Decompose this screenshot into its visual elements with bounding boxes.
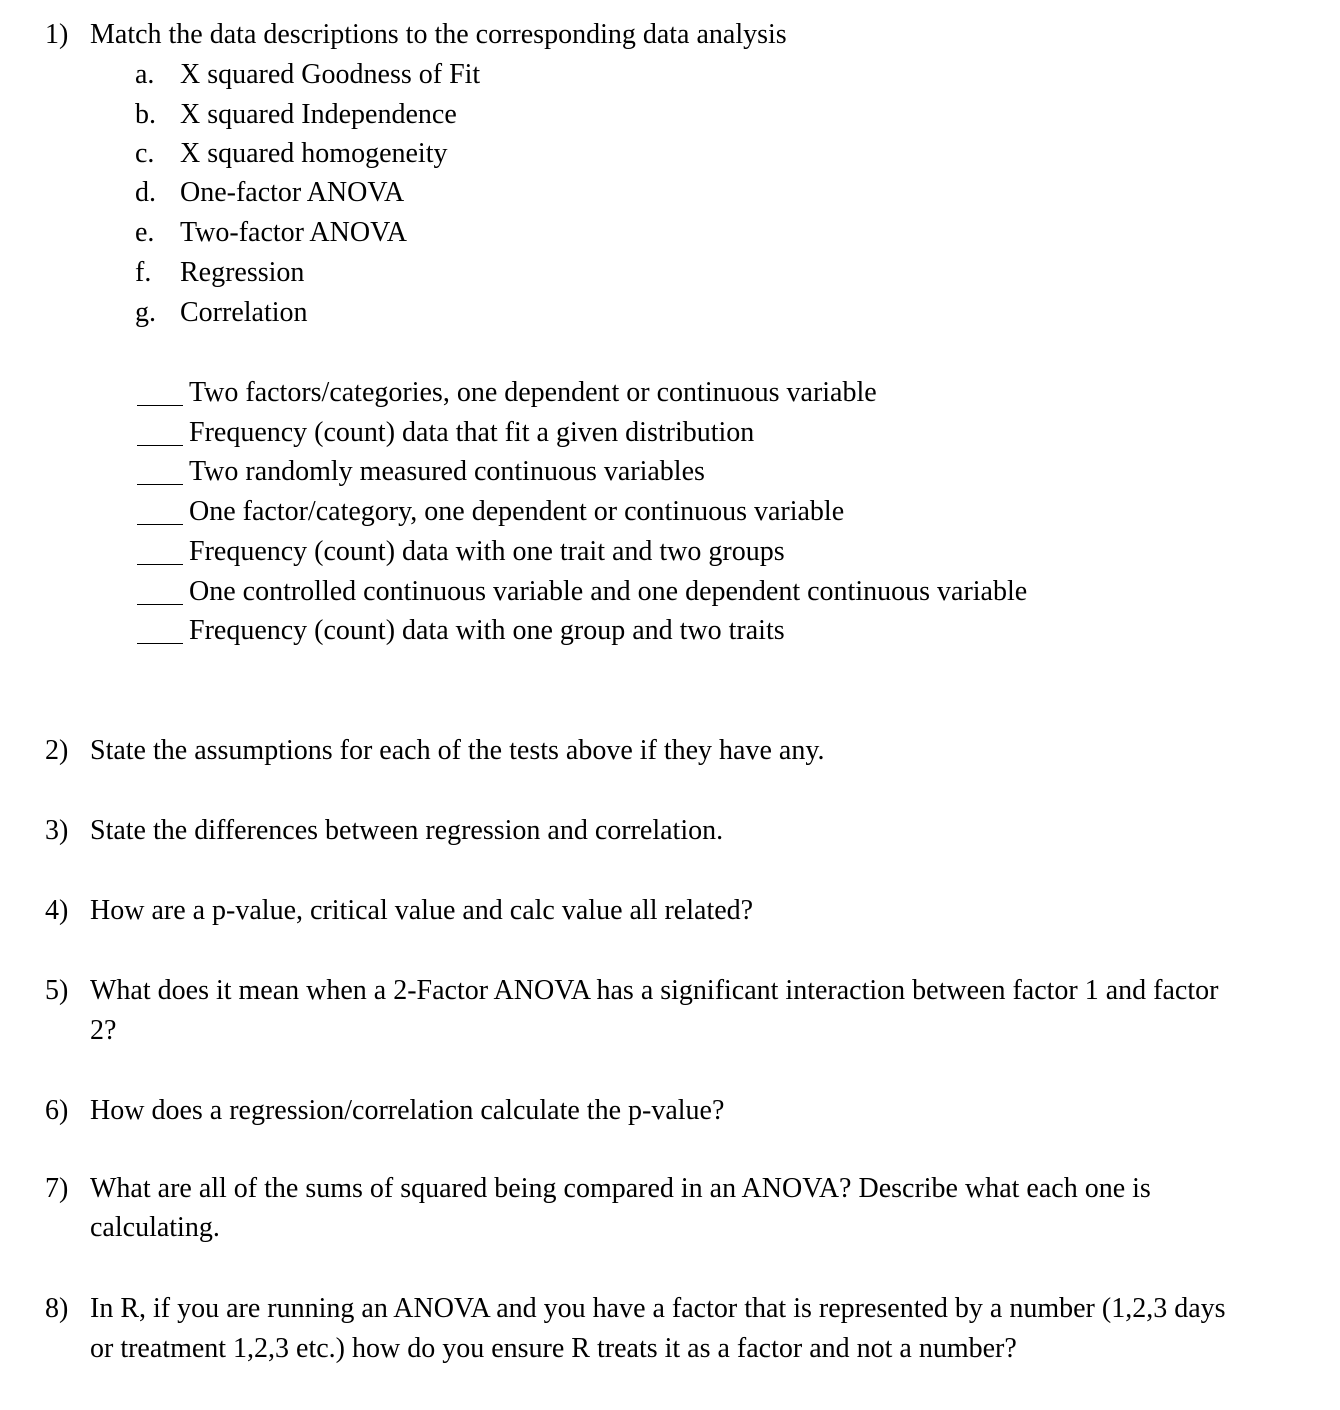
question-1-text: Match the data descriptions to the corresponding data analysis — [90, 19, 787, 50]
question-1-number: 1) — [45, 19, 69, 50]
question-2-text: State the assumptions for each of the tests above if they have any. — [90, 735, 825, 766]
option-d-letter: d. — [135, 177, 156, 208]
option-c-text: X squared homogeneity — [180, 138, 448, 169]
description-2: Frequency (count) data that fit a given distribution — [189, 417, 755, 448]
description-6: One controlled continuous variable and one dependent continuous variable — [189, 576, 1028, 607]
description-5: Frequency (count) data with one trait and two groups — [189, 536, 785, 567]
answer-blank-5[interactable] — [137, 564, 183, 565]
question-8-text-line-2: or treatment 1,2,3 etc.) how do you ensure R treats it as a factor and not a number? — [90, 1333, 1017, 1364]
question-6-number: 6) — [45, 1095, 69, 1126]
question-8-number: 8) — [45, 1293, 69, 1324]
question-4-number: 4) — [45, 895, 69, 926]
answer-blank-1[interactable] — [137, 405, 183, 406]
question-7-text-line-1: What are all of the sums of squared being compared in an ANOVA? Describe what each one is — [90, 1173, 1151, 1204]
option-c-letter: c. — [135, 138, 155, 169]
answer-blank-6[interactable] — [137, 604, 183, 605]
question-2-number: 2) — [45, 735, 69, 766]
option-e-text: Two-factor ANOVA — [180, 217, 407, 248]
option-b-letter: b. — [135, 99, 156, 130]
question-7-number: 7) — [45, 1173, 69, 1204]
question-3-text: State the differences between regression and correlation. — [90, 815, 724, 846]
question-7-text-line-2: calculating. — [90, 1212, 220, 1243]
question-6-text: How does a regression/correlation calculate the p-value? — [90, 1095, 725, 1126]
option-f-letter: f. — [135, 257, 152, 288]
question-5-text-line-2: 2? — [90, 1015, 117, 1046]
question-4-text: How are a p-value, critical value and calc value all related? — [90, 895, 754, 926]
option-d-text: One-factor ANOVA — [180, 177, 405, 208]
option-f-text: Regression — [180, 257, 305, 288]
answer-blank-4[interactable] — [137, 524, 183, 525]
option-b-text: X squared Independence — [180, 99, 457, 130]
description-3: Two randomly measured continuous variables — [189, 456, 705, 487]
answer-blank-3[interactable] — [137, 484, 183, 485]
description-7: Frequency (count) data with one group and two traits — [189, 615, 785, 646]
description-1: Two factors/categories, one dependent or continuous variable — [189, 377, 877, 408]
answer-blank-7[interactable] — [137, 643, 183, 644]
description-4: One factor/category, one dependent or continuous variable — [189, 496, 845, 527]
option-g-letter: g. — [135, 297, 156, 328]
answer-blank-2[interactable] — [137, 445, 183, 446]
option-a-text: X squared Goodness of Fit — [180, 59, 481, 90]
option-e-letter: e. — [135, 217, 155, 248]
option-a-letter: a. — [135, 59, 155, 90]
question-5-number: 5) — [45, 975, 69, 1006]
question-5-text-line-1: What does it mean when a 2-Factor ANOVA has a significant interaction between factor 1 and factor — [90, 975, 1219, 1006]
option-g-text: Correlation — [180, 297, 308, 328]
question-8-text-line-1: In R, if you are running an ANOVA and you have a factor that is represented by a number (1,2,3 days — [90, 1293, 1226, 1324]
question-3-number: 3) — [45, 815, 69, 846]
